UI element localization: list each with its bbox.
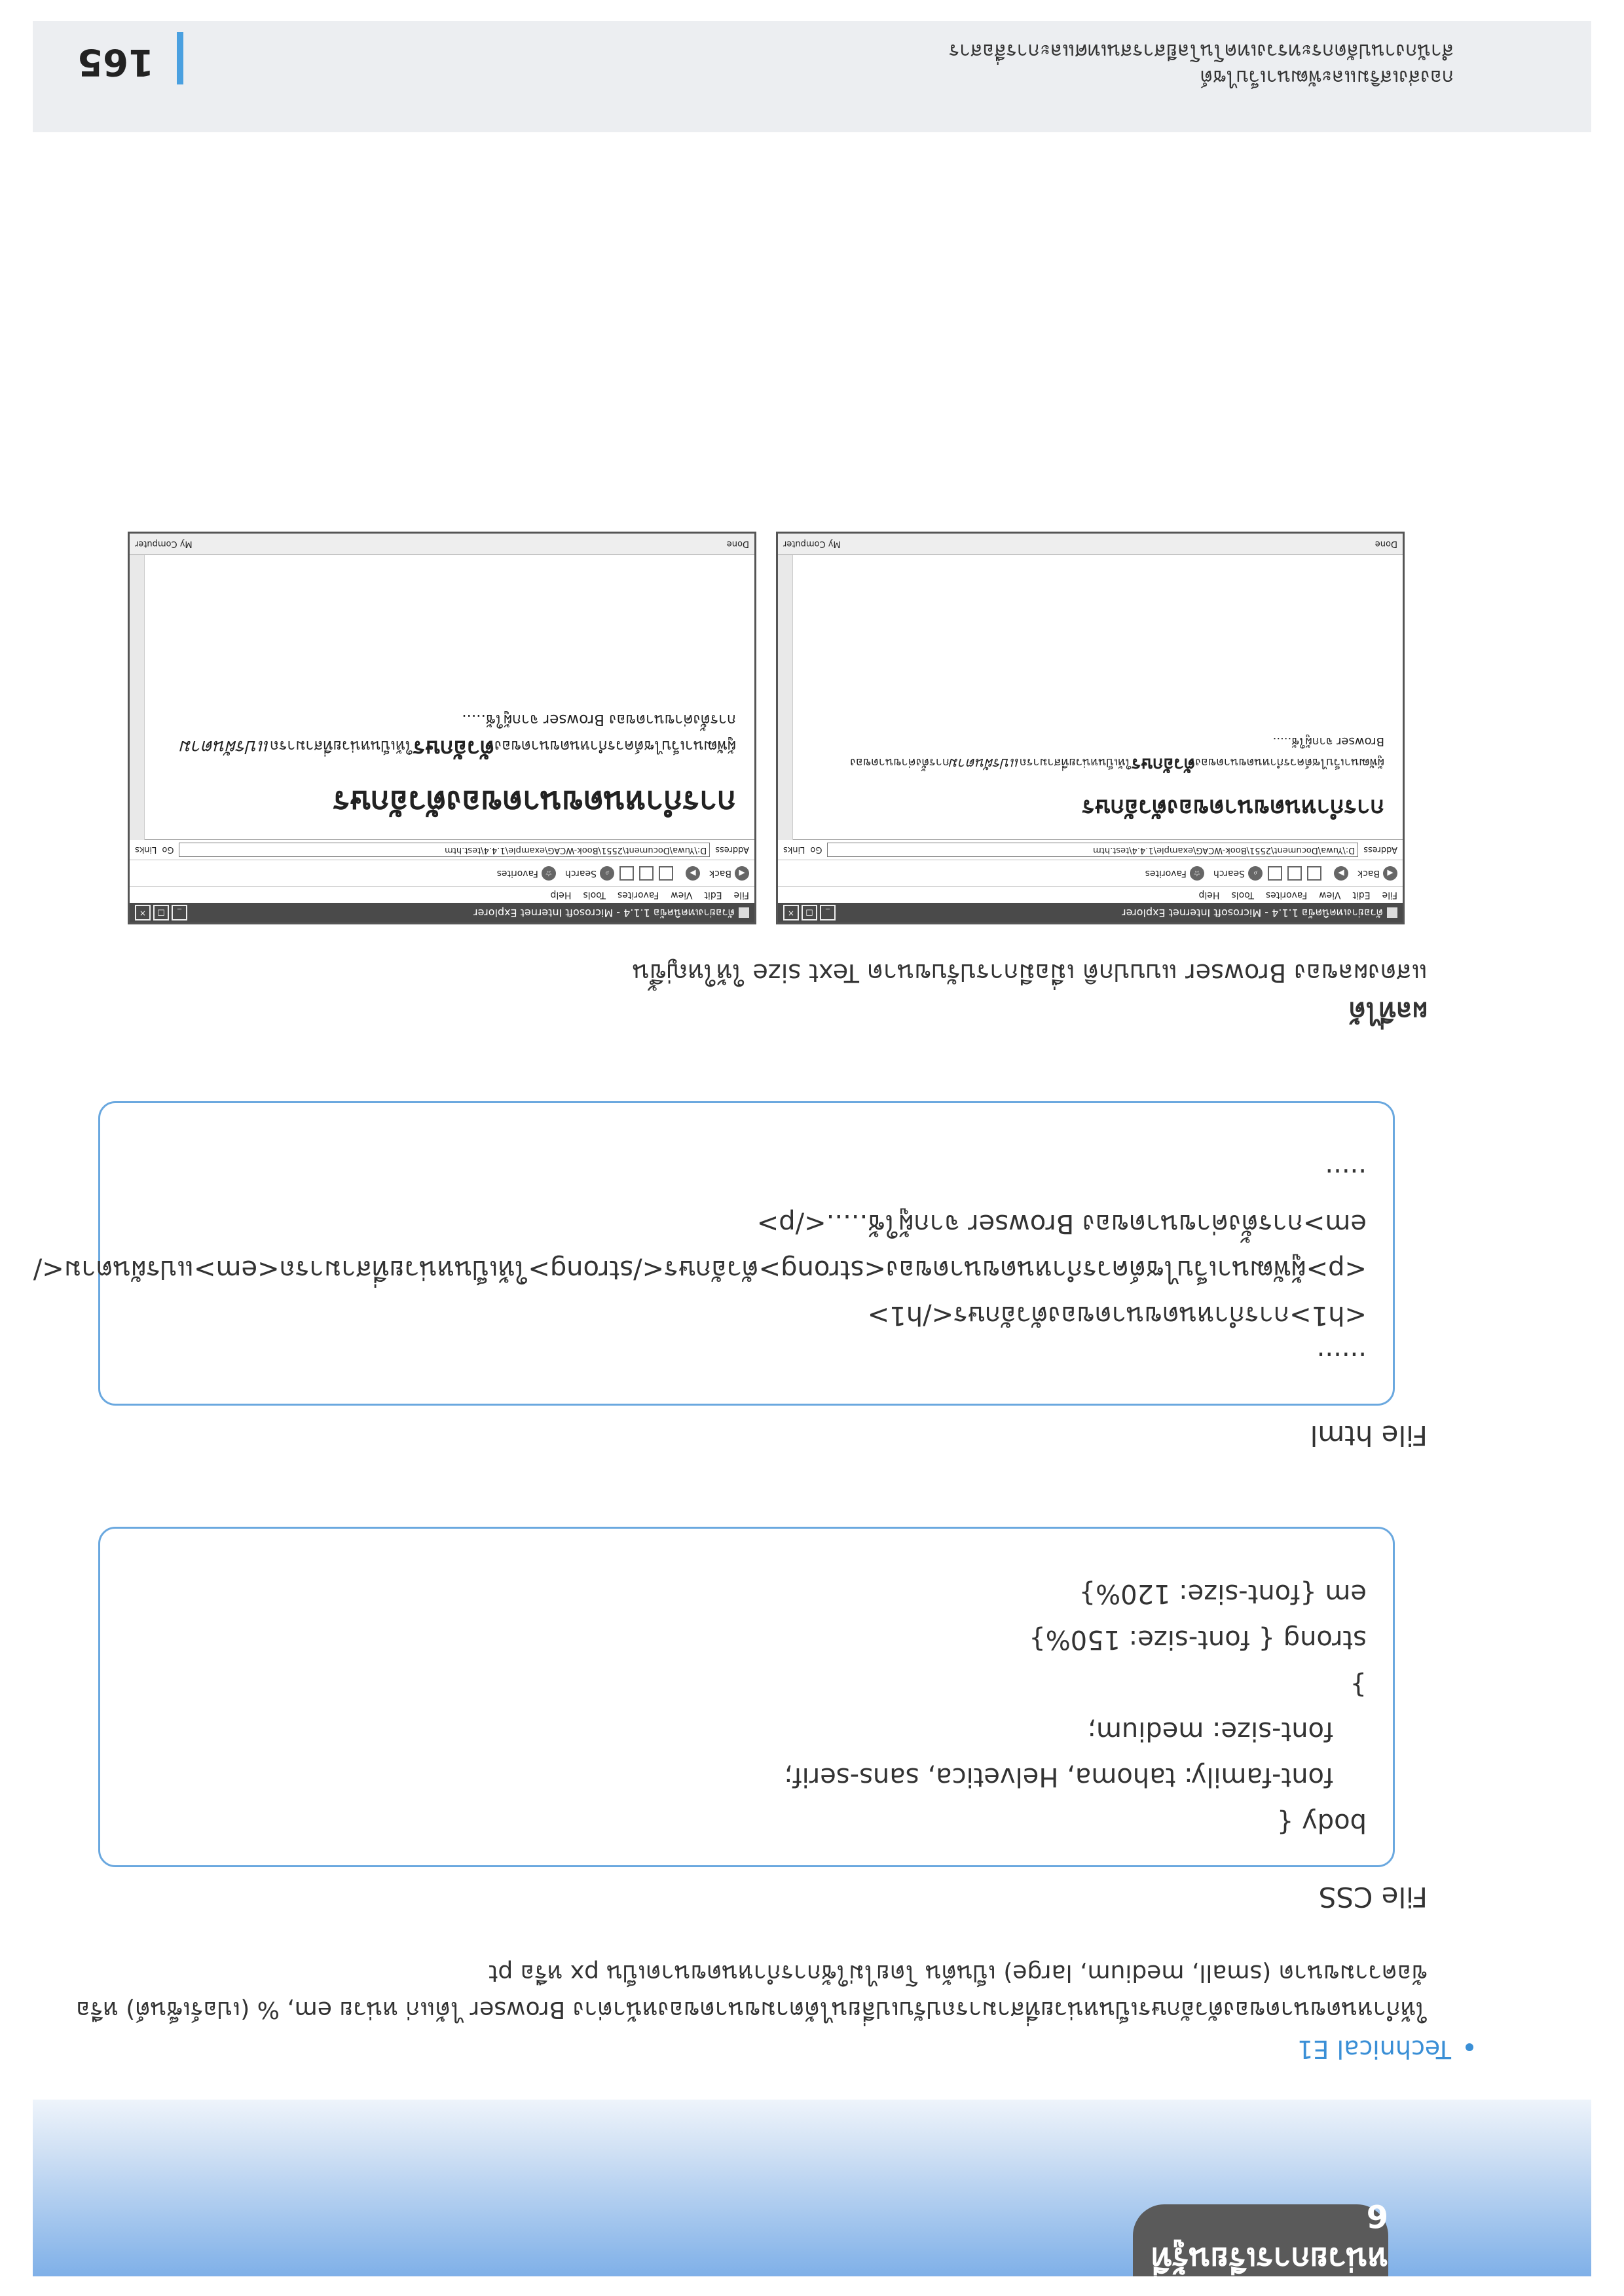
window-title: ตัวอย่างเทคนิคข้อ 1.1.4 - Microsoft Internet Explorer: [1122, 907, 1383, 920]
go-button[interactable]: Go: [162, 845, 174, 855]
window-title: ตัวอย่างเทคนิคข้อ 1.1.4 - Microsoft Internet Explorer: [473, 907, 735, 920]
favorites-label: Favorites: [496, 868, 538, 879]
body-text: การตั้งค่าขนาดของ Browser จากผู้ใช้.....: [462, 710, 736, 728]
section-paragraph: ให้กำหนดขนาดของตัวอักษรเป็นหน่วยที่สามารถปรับเปลี่ยนได้ตามขนาดของหน้าต่าง Browser ได้แก่ หน่วย em, % (เปอร์เซ็นต์) หรือข้อความขนาด (small, medium, large) เป็นต้น โดยไม่ใช้การกำหนดขนาดเป็น px หรือ pt: [76, 1959, 1428, 2023]
html-code-box: [33, 1101, 1395, 1406]
css-file-label: File CSS: [1318, 1881, 1428, 1913]
body-strong: ตัวอักษร: [1131, 754, 1196, 774]
body-em: แปรผันตาม: [949, 755, 1020, 771]
back-arrow-icon: ◀: [735, 866, 749, 881]
page-content: [778, 555, 1403, 840]
stop-icon[interactable]: [1307, 866, 1321, 881]
toolbar: [130, 860, 754, 886]
links-label[interactable]: Links: [135, 845, 157, 855]
status-done: Done: [726, 539, 749, 549]
back-arrow-icon: ◀: [1383, 866, 1397, 881]
search-button[interactable]: [565, 866, 614, 881]
favorites-label: Favorites: [1145, 868, 1187, 879]
forward-button[interactable]: [1331, 866, 1348, 881]
menu-favorites[interactable]: Favorites: [617, 890, 659, 900]
browser-window-enlarged: [128, 532, 756, 924]
footer-line: สำนักงานปลัดกระทรวงเทคโนโลยีสารสนเทศและการสื่อสาร: [948, 39, 1454, 62]
menu-file[interactable]: File: [733, 890, 749, 900]
search-icon: ⌕: [600, 866, 614, 881]
address-label: Address: [715, 845, 749, 855]
stop-icon[interactable]: [659, 866, 673, 881]
browser-window-normal: [776, 532, 1405, 924]
body-text: การตั้งค่าขนาดของ Browser จากผู้ใช้.....: [850, 735, 1384, 769]
page-content: [130, 555, 754, 840]
menu-tools[interactable]: Tools: [583, 890, 606, 900]
status-bar: [778, 534, 1403, 555]
status-bar: [130, 534, 754, 555]
menu-bar: [130, 886, 754, 903]
window-titlebar: [130, 903, 754, 922]
ie-icon: [739, 907, 749, 918]
window-titlebar: [778, 903, 1403, 922]
back-label: Back: [709, 868, 731, 879]
body-em: แปรผันตาม: [180, 737, 270, 758]
page-body: [804, 732, 1384, 778]
toolbar: [778, 860, 1403, 886]
address-bar: [778, 839, 1403, 860]
body-text: ให้เป็นหน่วยที่สามารถ: [270, 737, 413, 754]
minimize-button[interactable]: _: [820, 905, 836, 920]
address-bar: [130, 839, 754, 860]
menu-edit[interactable]: Edit: [1352, 890, 1371, 900]
css-line: em {font-size: 120%}: [1079, 1578, 1367, 1609]
page-number: 165: [77, 41, 154, 83]
page-heading: การกำหนดขนาดของตัวอักษร: [333, 784, 736, 820]
search-label: Search: [564, 868, 597, 879]
body-strong: ตัวอักษร: [413, 735, 495, 761]
css-line: strong { font-size: 150%}: [1029, 1624, 1367, 1654]
result-description: แสดงผลของ Browser แบบปกติ เมื่อมีการปรับขนาด Text size ให้ใหญ่ขึ้น: [632, 958, 1428, 987]
body-text: ผู้พัฒนาเว็บไซต์ควรกำหนดขนาดของ: [1195, 756, 1384, 769]
home-icon[interactable]: [619, 866, 634, 881]
forward-button[interactable]: [682, 866, 700, 881]
back-label: Back: [1357, 868, 1380, 879]
body-text: ให้เป็นหน่วยที่สามารถ: [1019, 756, 1132, 769]
bullet-icon: [1466, 2044, 1473, 2052]
favorites-button[interactable]: [497, 866, 556, 881]
html-line: <p>ผู้พัฒนาเว็บไซต์ควรกำหนดขนาดของ<strong>ตัวอักษร</strong>ให้เป็นหน่วยที่สามารถ<em>แปรผันตาม</: [33, 1254, 1367, 1285]
refresh-icon[interactable]: [639, 866, 654, 881]
menu-help[interactable]: Help: [550, 890, 572, 900]
body-text: ผู้พัฒนาเว็บไซต์ควรกำหนดขนาดของ: [494, 737, 736, 754]
go-button[interactable]: Go: [810, 845, 822, 855]
css-code-box: [98, 1527, 1395, 1867]
menu-favorites[interactable]: Favorites: [1265, 890, 1308, 900]
menu-view[interactable]: View: [1319, 890, 1341, 900]
result-label: ผลที่ได้: [1348, 996, 1428, 1026]
back-button[interactable]: [1357, 866, 1397, 881]
refresh-icon[interactable]: [1287, 866, 1302, 881]
vertical-scrollbar[interactable]: [778, 555, 793, 840]
search-button[interactable]: [1213, 866, 1263, 881]
forward-arrow-icon: ▶: [1334, 866, 1348, 881]
footer-text: [949, 37, 1454, 90]
close-button[interactable]: ×: [135, 905, 151, 920]
css-line: body {: [1276, 1808, 1367, 1838]
menu-tools[interactable]: Tools: [1231, 890, 1254, 900]
page-body: [156, 707, 736, 765]
status-done: Done: [1375, 539, 1397, 549]
status-zone: My Computer: [135, 539, 193, 549]
css-line: font-family: tahoma, Helvetica, sans-serif;: [784, 1762, 1367, 1792]
maximize-button[interactable]: □: [802, 905, 817, 920]
forward-arrow-icon: ▶: [686, 866, 700, 881]
menu-bar: [778, 886, 1403, 903]
html-file-label: File html: [1310, 1419, 1428, 1451]
footer-line: กองส่งเสริมและพัฒนาเว็บไซต์: [1200, 65, 1454, 88]
html-line: .....: [1325, 1163, 1367, 1193]
star-icon: ☆: [542, 866, 556, 881]
search-icon: ⌕: [1248, 866, 1263, 881]
footer-divider: [177, 32, 183, 84]
status-zone: My Computer: [783, 539, 841, 549]
menu-help[interactable]: Help: [1198, 890, 1220, 900]
back-button[interactable]: [709, 866, 749, 881]
favorites-button[interactable]: [1145, 866, 1204, 881]
section-title: [1297, 2035, 1473, 2064]
menu-view[interactable]: View: [671, 890, 693, 900]
address-field[interactable]: D:\Yuwa\Document\2551\Book-WCAG\example\1.4.4\test.htm: [827, 843, 1358, 857]
html-line: em>การตั้งค่าขนาดของ Browser จากผู้ใช้.....</p>: [756, 1209, 1367, 1239]
page-heading: การกำหนดขนาดของตัวอักษร: [1082, 794, 1384, 821]
css-line: }: [1350, 1670, 1367, 1700]
maximize-button[interactable]: □: [153, 905, 169, 920]
html-line: ......: [1316, 1346, 1367, 1376]
address-field[interactable]: D:\Yuwa\Document\2551\Book-WCAG\example\1.4.4\test.htm: [179, 843, 710, 857]
section-title-text: Technical E1: [1297, 2035, 1451, 2064]
html-line: <h1>การกำหนดขนาดของตัวอักษร</h1>: [867, 1300, 1367, 1330]
css-line: font-size: medium;: [1087, 1716, 1367, 1746]
minimize-button[interactable]: _: [172, 905, 187, 920]
star-icon: ☆: [1190, 866, 1204, 881]
search-label: Search: [1213, 868, 1245, 879]
menu-edit[interactable]: Edit: [704, 890, 722, 900]
home-icon[interactable]: [1268, 866, 1282, 881]
unit-label: หน่วยการเรียนรู้ที่ 6: [1133, 2204, 1388, 2276]
menu-file[interactable]: File: [1382, 890, 1397, 900]
ie-icon: [1387, 907, 1397, 918]
close-button[interactable]: ×: [783, 905, 799, 920]
address-label: Address: [1363, 845, 1397, 855]
vertical-scrollbar[interactable]: [130, 555, 145, 840]
links-label[interactable]: Links: [783, 845, 805, 855]
